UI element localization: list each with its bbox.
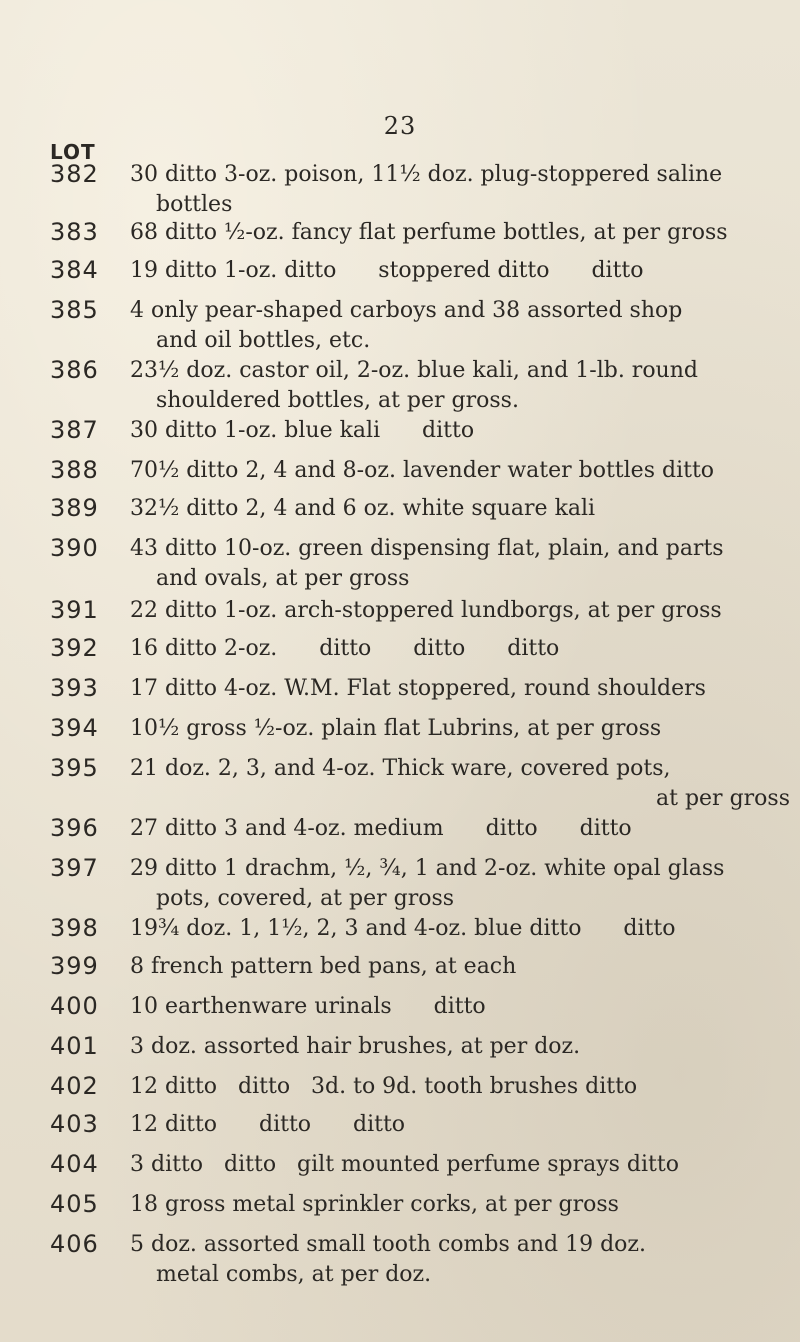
lot-entry-383 <box>50 218 790 248</box>
description-text: 30 ditto 3-oz. poison, 11½ doz. plug-stoppered saline <box>130 162 723 187</box>
lot-description <box>130 952 790 982</box>
description-right-aligned: at per gross <box>656 786 790 811</box>
description-text: 22 ditto 1-oz. arch-stoppered lundborgs, at per gross <box>130 598 722 623</box>
description-continuation: shouldered bottles, at per gross. <box>156 388 519 413</box>
description-text: 30 ditto 1-oz. blue kali ditto <box>130 418 475 443</box>
lot-number: 402 <box>50 1072 99 1100</box>
description-text: 70½ ditto 2, 4 and 8-oz. lavender water bottles ditto <box>130 458 715 483</box>
lot-description <box>130 854 790 914</box>
description-continuation: metal combs, at per doz. <box>156 1262 432 1287</box>
lot-entry-401 <box>50 1032 790 1062</box>
lot-description <box>130 714 790 744</box>
lot-entry-406 <box>50 1230 790 1290</box>
lot-description <box>130 416 790 446</box>
lot-description <box>130 1072 790 1102</box>
description-text: 19 ditto 1-oz. ditto stoppered ditto ditto <box>130 258 644 283</box>
lot-number: 398 <box>50 914 99 942</box>
lot-header: LOT <box>50 140 96 164</box>
lot-number: 391 <box>50 596 99 624</box>
description-text: 12 ditto ditto ditto <box>130 1112 406 1137</box>
lot-number: 390 <box>50 534 99 562</box>
lot-entry-393 <box>50 674 790 704</box>
lot-number: 389 <box>50 494 99 522</box>
lot-description <box>130 160 790 220</box>
lot-entry-400 <box>50 992 790 1022</box>
description-text: 5 doz. assorted small tooth combs and 19 doz. <box>130 1232 647 1257</box>
lot-entry-394 <box>50 714 790 744</box>
description-text: 16 ditto 2-oz. ditto ditto ditto <box>130 636 560 661</box>
lot-entry-395 <box>50 754 790 814</box>
lot-description <box>130 814 790 844</box>
description-text: 23½ doz. castor oil, 2-oz. blue kali, and 1-lb. round <box>130 358 698 383</box>
lot-number: 401 <box>50 1032 99 1060</box>
lot-number: 396 <box>50 814 99 842</box>
lot-description <box>130 218 790 248</box>
lot-number: 388 <box>50 456 99 484</box>
description-continuation: and oil bottles, etc. <box>156 328 371 353</box>
description-text: 32½ ditto 2, 4 and 6 oz. white square kali <box>130 496 596 521</box>
lot-entry-404 <box>50 1150 790 1180</box>
lot-number: 400 <box>50 992 99 1020</box>
description-text: 8 french pattern bed pans, at each <box>130 954 517 979</box>
lot-number: 385 <box>50 296 99 324</box>
description-text: 10 earthenware urinals ditto <box>130 994 486 1019</box>
lot-number: 395 <box>50 754 99 782</box>
description-text: 3 doz. assorted hair brushes, at per doz. <box>130 1034 581 1059</box>
description-text: 27 ditto 3 and 4-oz. medium ditto ditto <box>130 816 632 841</box>
lot-entry-396 <box>50 814 790 844</box>
description-text: 21 doz. 2, 3, and 4-oz. Thick ware, covered pots, <box>130 756 671 781</box>
lot-description <box>130 494 790 524</box>
lot-entry-399 <box>50 952 790 982</box>
lot-number: 384 <box>50 256 99 284</box>
description-continuation: pots, covered, at per gross <box>156 886 455 911</box>
lot-description <box>130 456 790 486</box>
lot-description <box>130 1230 790 1290</box>
lot-description <box>130 674 790 704</box>
description-continuation: and ovals, at per gross <box>156 566 410 591</box>
lot-description <box>130 596 790 626</box>
lot-entry-388 <box>50 456 790 486</box>
description-text: 10½ gross ½-oz. plain flat Lubrins, at per gross <box>130 716 662 741</box>
description-continuation: bottles <box>156 192 233 217</box>
lot-entry-398 <box>50 914 790 944</box>
description-text: 17 ditto 4-oz. W.M. Flat stoppered, round shoulders <box>130 676 706 701</box>
lot-number: 403 <box>50 1110 99 1138</box>
lot-description <box>130 1110 790 1140</box>
lot-description <box>130 356 790 416</box>
description-text: 4 only pear-shaped carboys and 38 assorted shop <box>130 298 683 323</box>
lot-number: 406 <box>50 1230 99 1258</box>
lot-description <box>130 914 790 944</box>
description-text: 18 gross metal sprinkler corks, at per gross <box>130 1192 619 1217</box>
lot-number: 393 <box>50 674 99 702</box>
lot-description <box>130 1032 790 1062</box>
lot-description <box>130 634 790 664</box>
lot-number: 394 <box>50 714 99 742</box>
lot-description <box>130 1150 790 1180</box>
lot-number: 405 <box>50 1190 99 1218</box>
lot-entry-384 <box>50 256 790 286</box>
lot-description <box>130 296 790 356</box>
lot-description <box>130 256 790 286</box>
lot-entry-389 <box>50 494 790 524</box>
lot-entry-402 <box>50 1072 790 1102</box>
description-text: 43 ditto 10-oz. green dispensing flat, plain, and parts <box>130 536 724 561</box>
lot-entry-387 <box>50 416 790 446</box>
lot-description <box>130 992 790 1022</box>
lot-entry-390 <box>50 534 790 594</box>
description-text: 19¾ doz. 1, 1½, 2, 3 and 4-oz. blue ditto ditto <box>130 916 676 941</box>
lot-number: 397 <box>50 854 99 882</box>
description-text: 12 ditto ditto 3d. to 9d. tooth brushes ditto <box>130 1074 638 1099</box>
lot-entry-382 <box>50 160 790 220</box>
lot-number: 383 <box>50 218 99 246</box>
lot-description <box>130 754 790 814</box>
lot-entry-385 <box>50 296 790 356</box>
lot-number: 392 <box>50 634 99 662</box>
page-number: 23 <box>383 112 417 140</box>
lot-entry-386 <box>50 356 790 416</box>
lot-description <box>130 1190 790 1220</box>
lot-number: 386 <box>50 356 99 384</box>
lot-number: 387 <box>50 416 99 444</box>
lot-entry-403 <box>50 1110 790 1140</box>
lot-number: 404 <box>50 1150 99 1178</box>
lot-entry-391 <box>50 596 790 626</box>
lot-number: 399 <box>50 952 99 980</box>
lot-entry-405 <box>50 1190 790 1220</box>
lot-description <box>130 534 790 594</box>
description-text: 3 ditto ditto gilt mounted perfume sprays ditto <box>130 1152 679 1177</box>
lot-entry-397 <box>50 854 790 914</box>
lot-entry-392 <box>50 634 790 664</box>
description-text: 29 ditto 1 drachm, ½, ¾, 1 and 2-oz. white opal glass <box>130 856 725 881</box>
lot-number: 382 <box>50 160 99 188</box>
description-text: 68 ditto ½-oz. fancy flat perfume bottles, at per gross <box>130 220 728 245</box>
